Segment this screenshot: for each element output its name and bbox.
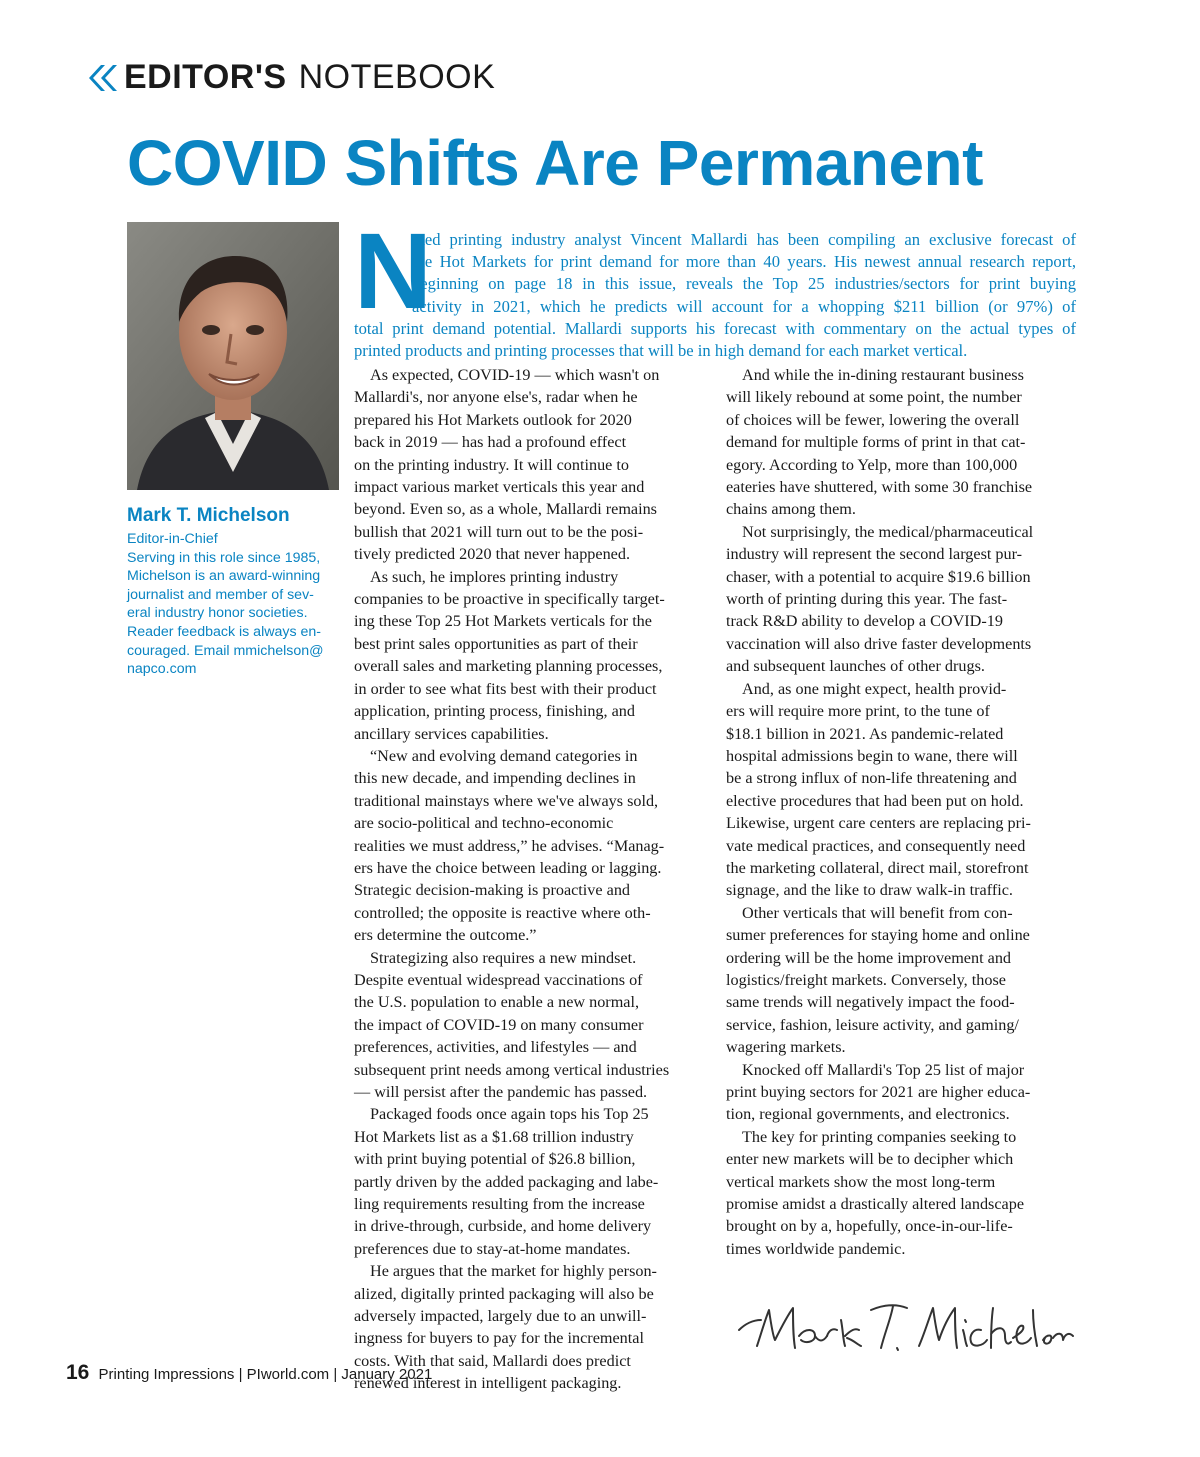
body-line: enter new markets will be to decipher which <box>726 1150 1014 1169</box>
body-line: realities we must address,” he advises. “Manag- <box>354 836 665 855</box>
body-line: renewed interest in intelligent packaging. <box>354 1374 622 1393</box>
body-line: ordering will be the home improvement and <box>726 948 1012 967</box>
body-line: in drive-through, curbside, and home delivery <box>354 1217 652 1236</box>
body-line: overall sales and marketing planning processes, <box>354 657 663 676</box>
footer-text: Printing Impressions | PIworld.com | January 2021 <box>98 1366 433 1383</box>
body-line: companies to be proactive in specifically target- <box>354 590 665 609</box>
body-line: ers have the choice between leading or lagging. <box>354 858 662 877</box>
section-label-light: NOTEBOOK <box>298 58 496 96</box>
body-line: this new decade, and impending declines in <box>354 769 636 788</box>
body-line: worth of printing during this year. The fast- <box>726 590 1008 609</box>
body-line: wagering markets. <box>726 1038 846 1057</box>
body-line: prepared his Hot Markets outlook for 2020 <box>354 410 632 429</box>
lead-line: oted printing industry analyst Vincent Mallardi has been compiling an exclusive forecast of <box>412 230 1076 249</box>
body-line: And while the in-dining restaurant business <box>742 366 1024 384</box>
body-line: and subsequent launches of other drugs. <box>726 657 985 676</box>
lead-line: the Hot Markets for print demand for more than 40 years. His newest annual research report, <box>412 252 1076 272</box>
body-line: egory. According to Yelp, more than 100,000 <box>726 455 1018 474</box>
body-line: ers will require more print, to the tune of <box>726 702 990 721</box>
section-label <box>88 58 495 97</box>
body-line: bullish that 2021 will turn out to be the posi- <box>354 522 644 541</box>
body-line: vate medical practices, and consequently need <box>726 836 1026 855</box>
body-line: print buying sectors for 2021 are higher educa- <box>726 1083 1031 1101</box>
bio-line: eral industry honor societies. <box>127 605 308 622</box>
body-line: are socio-political and techno-economic <box>354 814 614 833</box>
body-line: — will persist after the pandemic has passed. <box>354 1083 648 1101</box>
author-photo <box>127 222 339 490</box>
body-line: ingness for buyers to pay for the incremental <box>354 1329 644 1348</box>
lead-line: total print demand potential. Mallardi supports his forecast with commentary on the actual types of <box>354 318 1076 338</box>
body-line: sumer preferences for staying home and online <box>726 926 1030 945</box>
body-line: costs. With that said, Mallardi does predict <box>354 1351 631 1370</box>
body-line: elective procedures that had been put on hold. <box>726 791 1024 810</box>
body-line: $18.1 billion in 2021. As pandemic-related <box>726 724 1004 743</box>
body-line: Despite eventual widespread vaccinations of <box>354 970 643 989</box>
bio-line: journalist and member of sev- <box>127 586 314 603</box>
body-line: ers determine the outcome.” <box>354 926 537 945</box>
page-number: 16 <box>66 1361 90 1384</box>
body-line: on the printing industry. It will continue to <box>354 455 630 474</box>
body-line: Strategizing also requires a new mindset. <box>370 948 637 967</box>
bio-line: Reader feedback is always en- <box>127 623 321 640</box>
body-line: Mallardi's, nor anyone else's, radar when he <box>354 388 638 407</box>
section-label-bold: EDITOR'S <box>124 58 287 96</box>
body-line: back in 2019 — has had a profound effect <box>354 433 627 452</box>
body-line: signage, and the like to draw walk-in traffic. <box>726 881 1013 900</box>
bio-line: Michelson is an award-winning <box>127 568 321 585</box>
body-line: the impact of COVID-19 on many consumer <box>354 1015 644 1034</box>
bio-line: Editor-in-Chief <box>127 531 218 547</box>
body-line: times worldwide pandemic. <box>726 1239 906 1258</box>
body-line: eateries have shuttered, with some 30 franchise <box>726 478 1033 497</box>
handwritten-signature <box>735 1290 1075 1360</box>
body-line: Packaged foods once again tops his Top 25 <box>370 1105 649 1124</box>
body-line: will likely rebound at some point, the number <box>726 388 1022 407</box>
body-line: ancillary services capabilities. <box>354 724 549 743</box>
body-line: preferences due to stay-at-home mandates. <box>354 1239 631 1258</box>
article-headline: COVID Shifts Are Permanent <box>127 127 983 199</box>
page-footer <box>66 1361 432 1385</box>
body-line: Not surprisingly, the medical/pharmaceutical <box>742 522 1034 541</box>
body-line: track R&D ability to develop a COVID-19 <box>726 612 1003 631</box>
bio-line: couraged. Email mmichelson@ <box>127 642 324 659</box>
body-line: Strategic decision-making is proactive and <box>354 881 631 900</box>
body-column-right <box>726 364 1071 1260</box>
body-line: same trends will negatively impact the food- <box>726 993 1015 1012</box>
body-line: with print buying potential of $26.8 billion, <box>354 1150 636 1169</box>
body-line: promise amidst a drastically altered landscape <box>726 1195 1025 1214</box>
body-line: Likewise, urgent care centers are replacing pri- <box>726 814 1031 833</box>
body-line: brought on by a, hopefully, once-in-our-life- <box>726 1217 1013 1236</box>
body-line: be a strong influx of non-life threatening and <box>726 769 1017 788</box>
body-line: industry will represent the second largest pur- <box>726 545 1023 564</box>
body-line: demand for multiple forms of print in that cat- <box>726 433 1026 452</box>
body-line: application, printing process, finishing, and <box>354 702 635 721</box>
body-line: controlled; the opposite is reactive where oth- <box>354 903 651 922</box>
body-line: “New and evolving demand categories in <box>370 746 638 765</box>
body-line: tively predicted 2020 that never happened. <box>354 545 630 564</box>
body-line: Knocked off Mallardi's Top 25 list of major <box>742 1060 1025 1079</box>
lead-paragraph <box>354 210 1076 362</box>
body-line: logistics/freight markets. Conversely, those <box>726 970 1006 989</box>
body-line: subsequent print needs among vertical industries <box>354 1060 670 1079</box>
body-line: ling requirements resulting from the increase <box>354 1195 645 1214</box>
body-line: the marketing collateral, direct mail, storefront <box>726 858 1029 877</box>
body-line: As expected, COVID-19 — which wasn't on <box>370 366 660 384</box>
bio-line: napco.com <box>127 661 197 678</box>
body-line: chaser, with a potential to acquire $19.6 billion <box>726 567 1031 586</box>
body-line: partly driven by the added packaging and labe- <box>354 1172 659 1191</box>
drop-cap: N <box>354 210 432 331</box>
body-line: beyond. Even so, as a whole, Mallardi remains <box>354 500 657 519</box>
body-line: adversely impacted, largely due to an unwill- <box>354 1307 647 1326</box>
bio-line: Serving in this role since 1985, <box>127 549 321 566</box>
body-line: hospital admissions begin to wane, there will <box>726 746 1018 765</box>
body-line: traditional mainstays where we've always sold, <box>354 791 659 810</box>
body-line: chains among them. <box>726 500 856 519</box>
author-bio <box>127 504 342 679</box>
body-line: service, fashion, leisure activity, and gaming/ <box>726 1015 1019 1034</box>
body-line: Other verticals that will benefit from con- <box>742 903 1013 922</box>
body-line: And, as one might expect, health provid- <box>742 679 1007 698</box>
lead-line: activity in 2021, which he predicts will account for a whopping $211 billion (or 97%) of <box>412 296 1076 316</box>
body-line: alized, digitally printed packaging will also be <box>354 1284 654 1303</box>
body-line: vertical markets show the most long-term <box>726 1172 996 1191</box>
author-name: Mark T. Michelson <box>127 505 290 526</box>
body-line: of choices will be fewer, lowering the overall <box>726 410 1020 429</box>
body-line: The key for printing companies seeking to <box>742 1127 1017 1146</box>
body-line: He argues that the market for highly person- <box>370 1262 657 1281</box>
body-line: preferences, activities, and lifestyles — and <box>354 1038 637 1057</box>
body-line: ing these Top 25 Hot Markets verticals for the <box>354 612 652 631</box>
body-line: vaccination will also drive faster developments <box>726 634 1032 653</box>
body-line: tion, regional governments, and electronics. <box>726 1105 1010 1124</box>
double-chevron-left-icon <box>88 64 118 92</box>
lead-line: printed products and printing processes that will be in high demand for each market vertical. <box>354 341 968 361</box>
body-line: in order to see what fits best with their product <box>354 679 657 698</box>
body-line: best print sales opportunities as part of their <box>354 634 638 653</box>
body-line: impact various market verticals this year and <box>354 478 645 497</box>
body-line: the U.S. population to enable a new normal, <box>354 993 640 1012</box>
body-line: Hot Markets list as a $1.68 trillion industry <box>354 1127 634 1146</box>
body-line: As such, he implores printing industry <box>370 567 619 586</box>
lead-line: beginning on page 18 in this issue, reveals the Top 25 industries/sectors for print buying <box>412 274 1076 294</box>
body-column-left <box>354 364 699 1395</box>
